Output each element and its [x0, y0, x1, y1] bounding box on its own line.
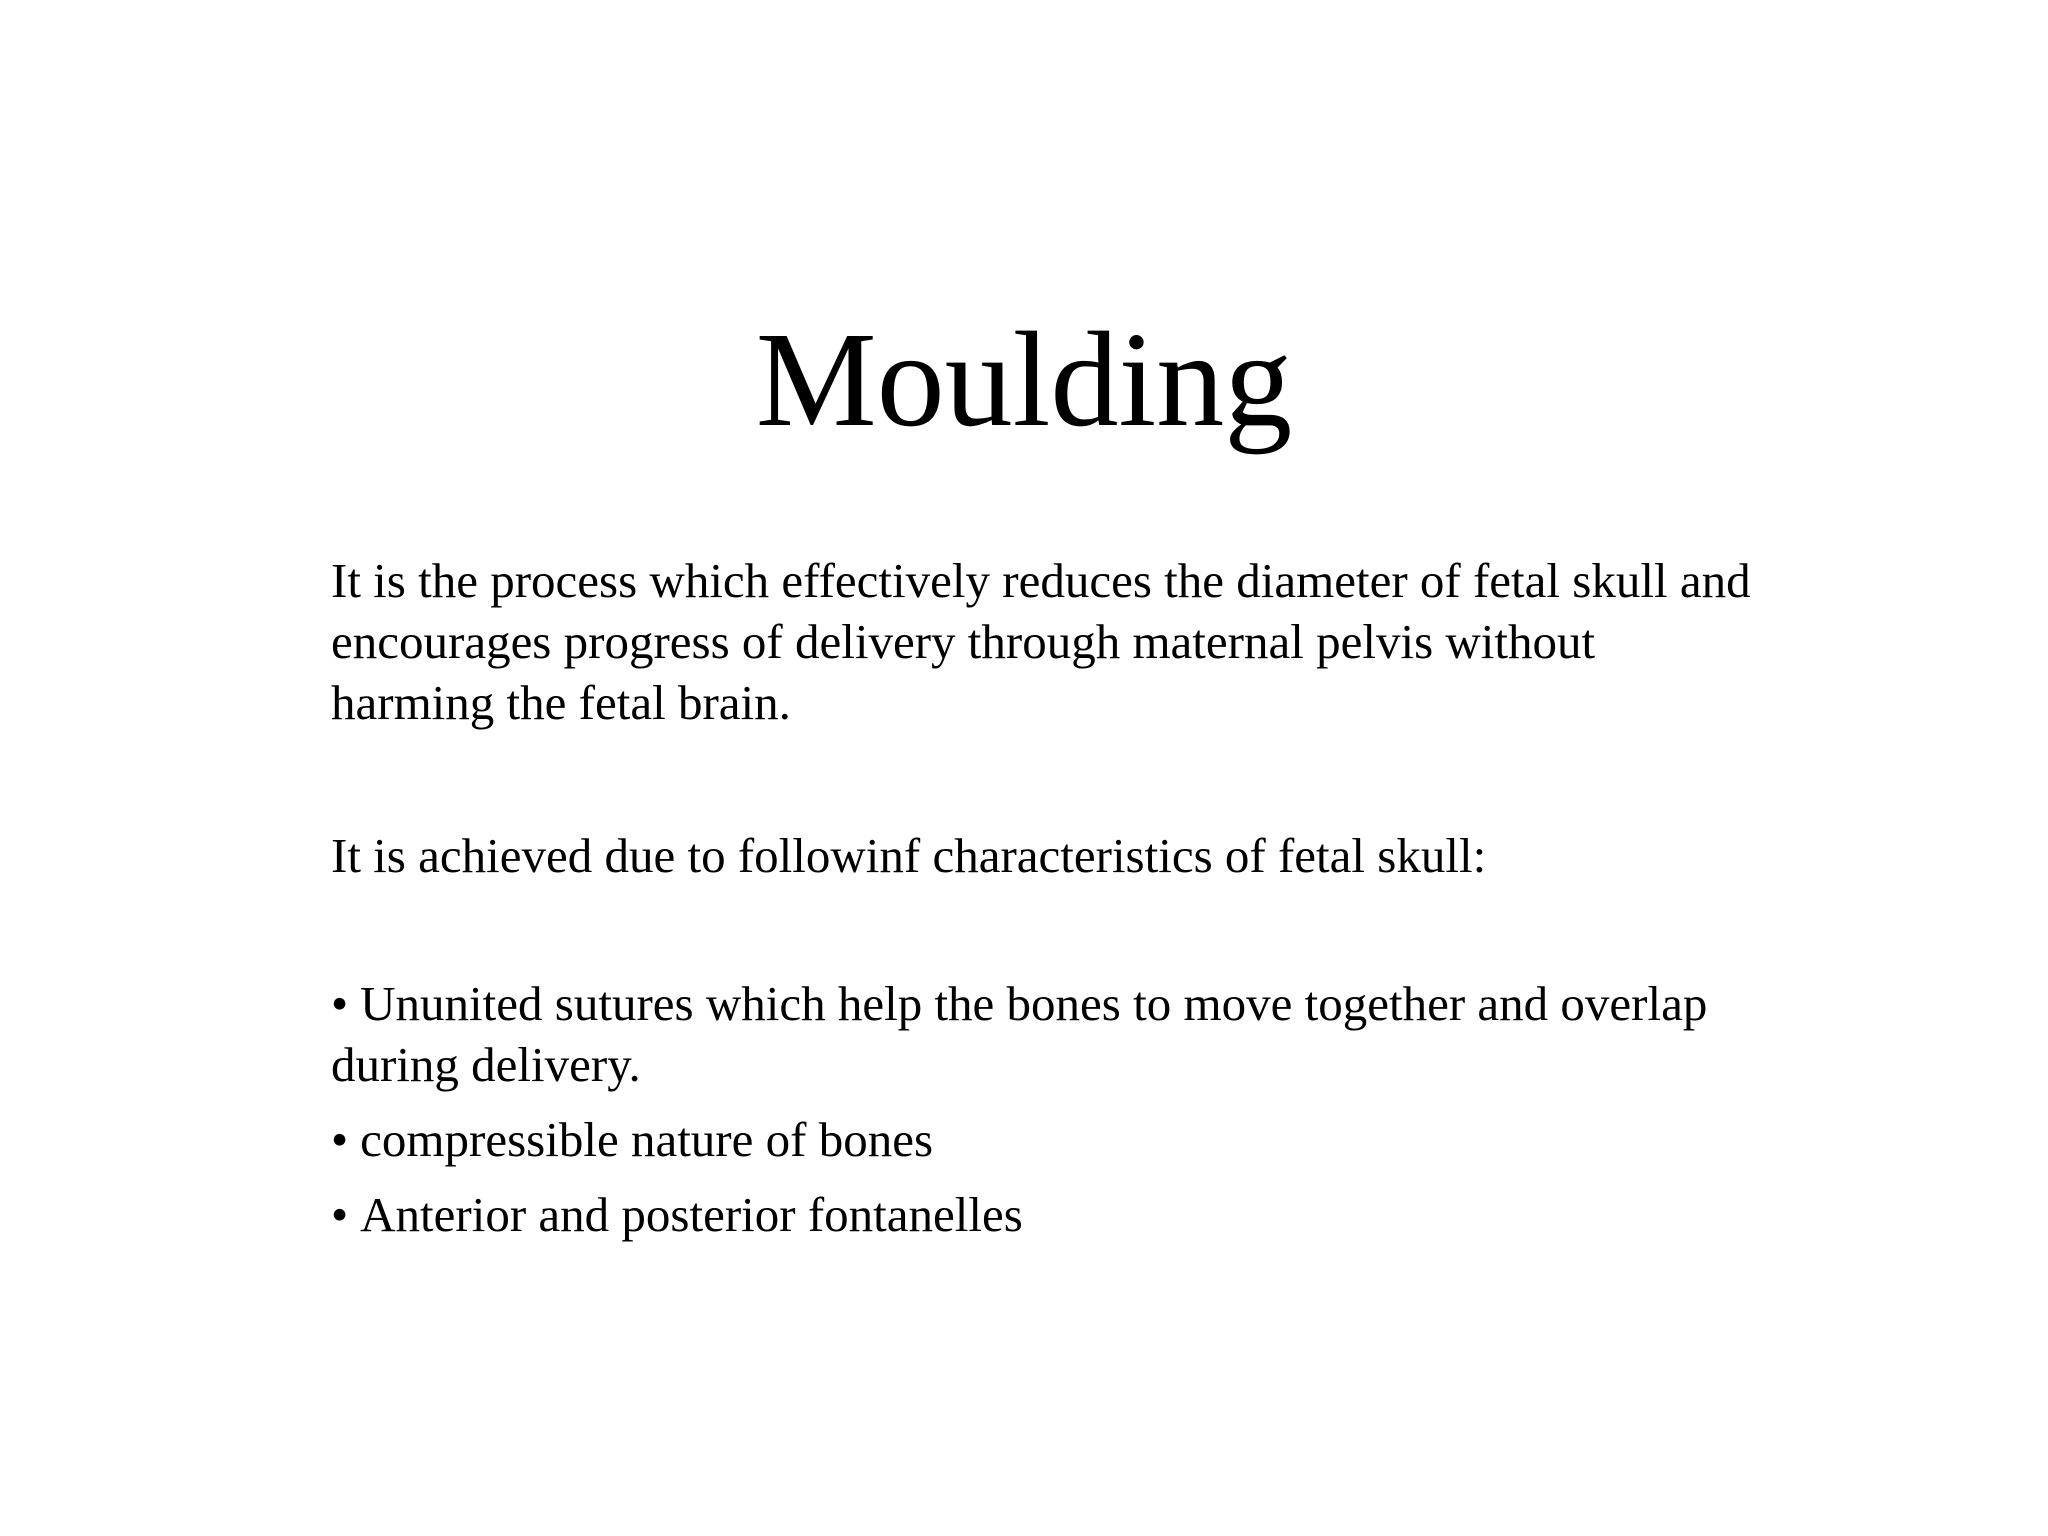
- slide-title: Moulding: [755, 305, 1293, 455]
- list-item-text: Ununited sutures which help the bones to move together and overlap during delivery.: [331, 976, 1708, 1092]
- list-item-text: Anterior and posterior fontanelles: [360, 1187, 1023, 1242]
- list-item: [331, 1109, 1751, 1170]
- list-item-text: compressible nature of bones: [360, 1112, 934, 1167]
- bullet-icon: •: [331, 976, 349, 1031]
- characteristics-list: [331, 973, 1751, 1259]
- intro-paragraph: It is achieved due to followinf characteristics of fetal skull:: [331, 828, 1487, 883]
- definition-paragraph: It is the process which effectively reduces the diameter of fetal skull and encourages progress of delivery through maternal pelvis without harming the fetal brain.: [331, 553, 1751, 730]
- bullet-icon: •: [331, 1112, 349, 1167]
- bullet-icon: •: [331, 1187, 349, 1242]
- list-item: [331, 973, 1751, 1095]
- list-item: [331, 1184, 1751, 1245]
